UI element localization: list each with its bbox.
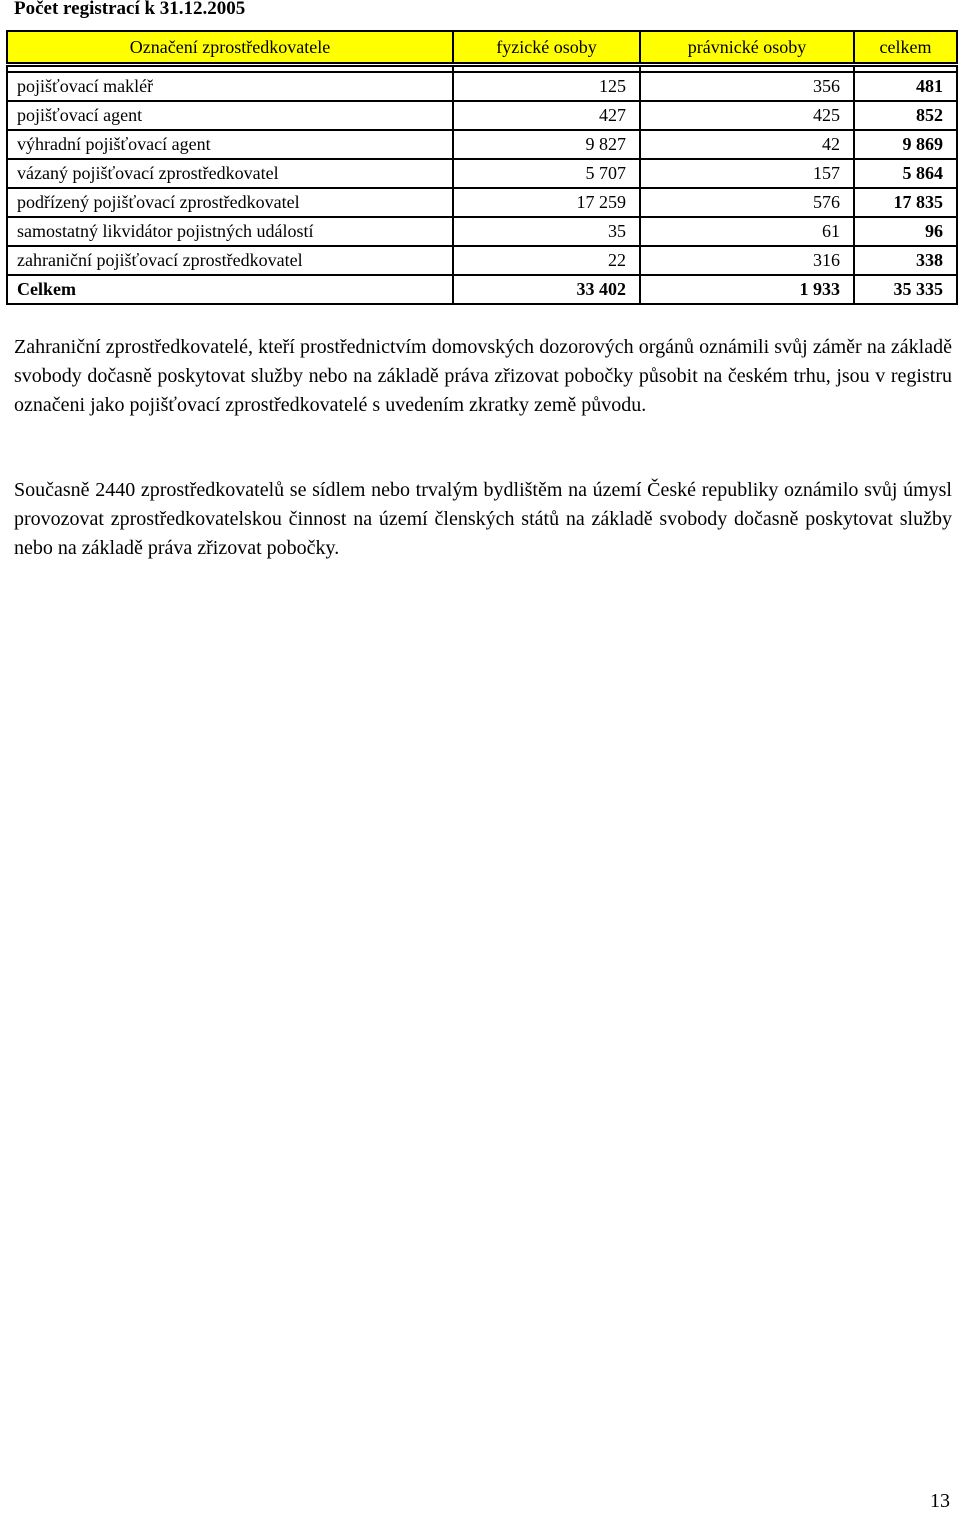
row-natural: 427 — [453, 101, 640, 130]
row-name: výhradní pojišťovací agent — [7, 130, 453, 159]
spacer-row — [7, 65, 957, 73]
total-natural: 33 402 — [453, 275, 640, 304]
table-total-row — [7, 275, 957, 304]
registrations-table — [6, 30, 958, 305]
row-total: 96 — [854, 217, 957, 246]
row-total: 852 — [854, 101, 957, 130]
row-legal: 425 — [640, 101, 854, 130]
row-legal: 356 — [640, 72, 854, 101]
row-total: 338 — [854, 246, 957, 275]
header-name: Označení zprostředkovatele — [7, 31, 453, 65]
total-total: 35 335 — [854, 275, 957, 304]
row-legal: 42 — [640, 130, 854, 159]
row-natural: 5 707 — [453, 159, 640, 188]
row-natural: 125 — [453, 72, 640, 101]
row-natural: 22 — [453, 246, 640, 275]
table-row — [7, 101, 957, 130]
row-total: 5 864 — [854, 159, 957, 188]
table-row — [7, 188, 957, 217]
row-total: 17 835 — [854, 188, 957, 217]
table-row — [7, 217, 957, 246]
total-legal: 1 933 — [640, 275, 854, 304]
paragraph-czech-intermediaries: Současně 2440 zprostředkovatelů se sídlem nebo trvalým bydlištěm na území České republiky oznámilo svůj úmysl provozovat zprostředkovatelskou činnost na území členských států na základě svobody dočasně poskytovat služby nebo na základě práva zřizovat pobočky. — [14, 479, 952, 559]
row-name: samostatný likvidátor pojistných událostí — [7, 217, 453, 246]
row-natural: 9 827 — [453, 130, 640, 159]
row-total: 481 — [854, 72, 957, 101]
header-legal-persons: právnické osoby — [640, 31, 854, 65]
header-total: celkem — [854, 31, 957, 65]
table-row — [7, 246, 957, 275]
row-name: pojišťovací makléř — [7, 72, 453, 101]
row-natural: 35 — [453, 217, 640, 246]
table-row — [7, 159, 957, 188]
page-title: Počet registrací k 31.12.2005 — [14, 0, 246, 19]
total-label: Celkem — [7, 275, 453, 304]
row-legal: 61 — [640, 217, 854, 246]
row-total: 9 869 — [854, 130, 957, 159]
row-name: pojišťovací agent — [7, 101, 453, 130]
page-number: 13 — [930, 1490, 950, 1512]
table-header-row — [7, 31, 957, 65]
table-row — [7, 72, 957, 101]
table-row — [7, 130, 957, 159]
row-legal: 576 — [640, 188, 854, 217]
row-legal: 157 — [640, 159, 854, 188]
row-name: vázaný pojišťovací zprostředkovatel — [7, 159, 453, 188]
row-legal: 316 — [640, 246, 854, 275]
header-natural-persons: fyzické osoby — [453, 31, 640, 65]
row-name: zahraniční pojišťovací zprostředkovatel — [7, 246, 453, 275]
row-natural: 17 259 — [453, 188, 640, 217]
row-name: podřízený pojišťovací zprostředkovatel — [7, 188, 453, 217]
paragraph-foreign-intermediaries: Zahraniční zprostředkovatelé, kteří prostřednictvím domovských dozorových orgánů oznámili svůj záměr na základě svobody dočasně poskytovat služby nebo na základě práva zřizovat pobočky působit na českém trhu, jsou v registru označeni jako pojišťovací zprostředkovatelé s uvedením zkratky země původu. — [14, 336, 952, 416]
